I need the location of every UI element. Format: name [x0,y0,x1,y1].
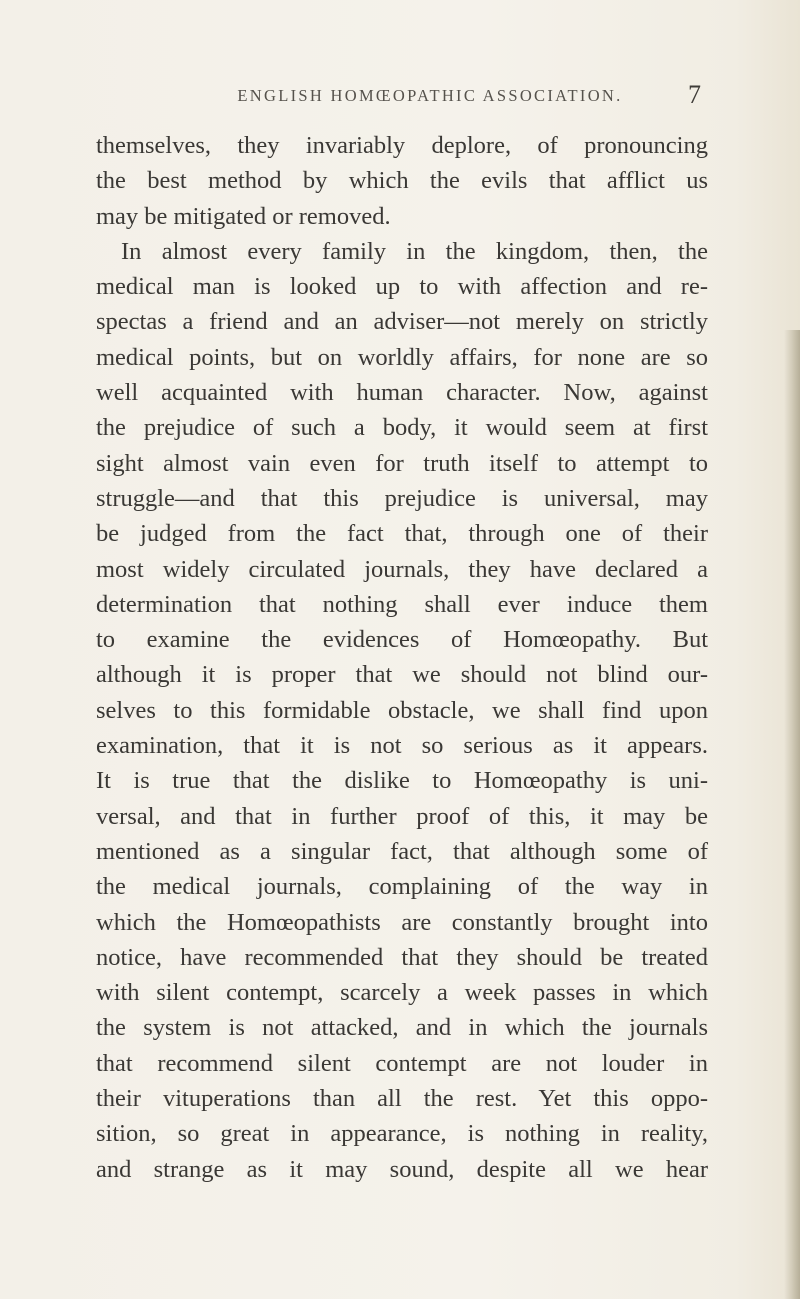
text-line: notice, have recommended that they should be treated [96,943,708,971]
text-line: their vituperations than all the rest. Yet this oppo- [96,1085,708,1113]
text-line: and strange as it may sound, despite all we hear [96,1155,708,1183]
text-line: may be mitigated or removed. [96,202,391,230]
text-line: selves to this formidable obstacle, we shall find upon [96,696,708,724]
text-line: medical points, but on worldly affairs, for none are so [96,343,708,371]
text-line: struggle—and that this prejudice is universal, may [96,484,708,512]
text-line: that recommend silent contempt are not louder in [96,1049,708,1077]
text-line: well acquainted with human character. Now, against [96,379,708,407]
text-line: medical man is looked up to with affection and re- [96,273,708,301]
text-line: the prejudice of such a body, it would seem at first [96,414,708,442]
text-line: which the Homœopathists are constantly brought into [96,908,708,936]
text-line: the medical journals, complaining of the way in [96,873,708,901]
text-line: In almost every family in the kingdom, then, the [121,237,708,265]
page-edge-shadow [784,330,800,1299]
text-line: with silent contempt, scarcely a week passes in which [96,979,708,1007]
text-line: determination that nothing shall ever induce them [96,590,708,618]
text-line: the best method by which the evils that afflict us [96,167,708,195]
text-line: examination, that it is not so serious as it appears. [96,732,708,760]
page-number: 7 [688,80,701,109]
text-line: most widely circulated journals, they have declared a [96,555,708,583]
text-line: the system is not attacked, and in which the journals [96,1014,708,1042]
text-line: sition, so great in appearance, is nothing in reality, [96,1120,708,1148]
text-line: It is true that the dislike to Homœopathy is uni- [96,767,708,795]
text-line: spectas a friend and an adviser—not merely on strictly [96,308,708,336]
text-line: themselves, they invariably deplore, of pronouncing [96,132,708,159]
text-line: to examine the evidences of Homœopathy. But [96,626,708,654]
text-line: sight almost vain even for truth itself to attempt to [96,449,708,477]
running-header [0,80,800,116]
text-line: mentioned as a singular fact, that although some of [96,837,708,865]
text-line: although it is proper that we should not blind our- [96,661,708,689]
running-title: ENGLISH HOMŒOPATHIC ASSOCIATION. [237,86,623,105]
text-line: versal, and that in further proof of this, it may be [96,802,708,830]
body-text [96,128,708,1187]
text-line: be judged from the fact that, through one of their [96,520,708,548]
